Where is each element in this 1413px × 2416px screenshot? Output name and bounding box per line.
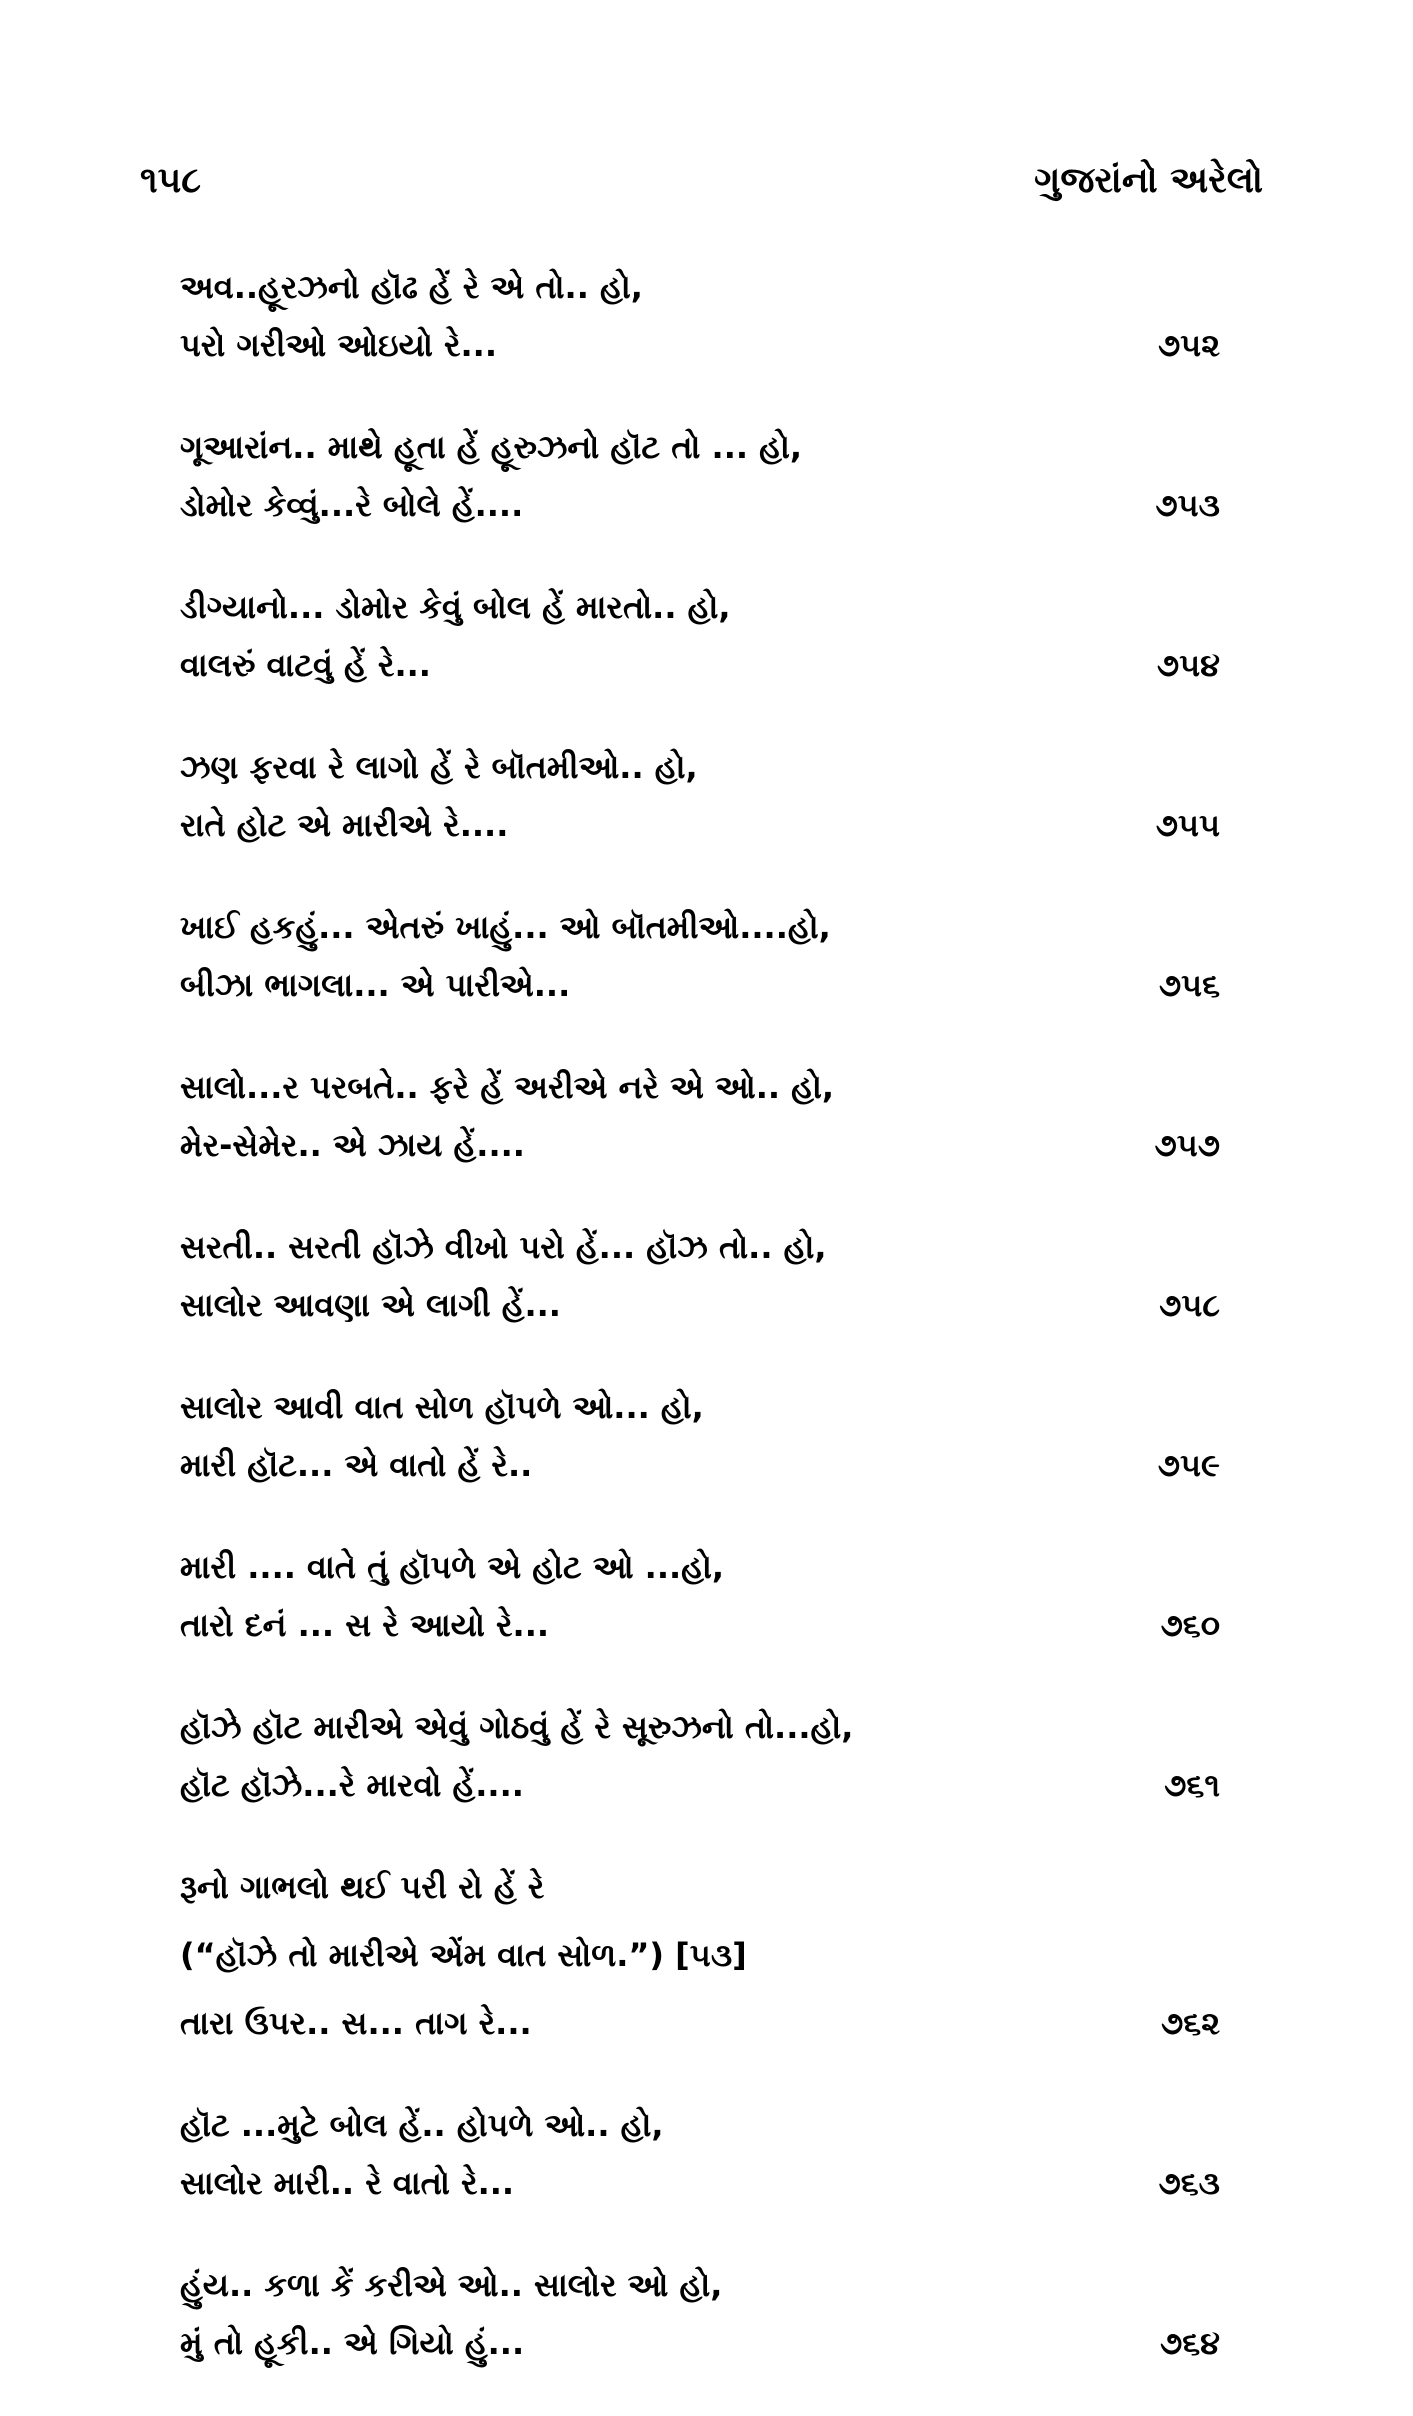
- verse-line: તારા ઉપર.. સ... તાગ રે...: [180, 2004, 532, 2042]
- stanza: [180, 2096, 1220, 2212]
- stanza: [180, 258, 1220, 374]
- stanza: [180, 578, 1220, 694]
- stanza: [180, 2256, 1220, 2372]
- verse-line: સાલોર આવણા એ લાગી હેં...: [180, 1286, 561, 1324]
- stanza: [180, 738, 1220, 854]
- verse-number: ૭૫૩: [1155, 486, 1220, 524]
- verse-line: ઝણ ફરવા રે લાગો હેં રે બૉતમીઓ.. હો,: [180, 748, 698, 786]
- verse-line: સાલોર આવી વાત સોળ હૉપળે ઓ... હો,: [180, 1388, 704, 1426]
- verse-number: ૭૬૪: [1159, 2324, 1220, 2362]
- verse-number: ૭૬૨: [1161, 2004, 1220, 2042]
- running-title: ગુજરાંનો અરેલો: [1034, 160, 1263, 201]
- stanza: [180, 898, 1220, 1014]
- stanza: [180, 1994, 1220, 2052]
- verse-number: ૭૫૫: [1155, 806, 1220, 844]
- verse-line: બીઝા ભાગલા... એ પારીએ...: [180, 966, 571, 1004]
- verse-line: હૉટ ...મુટે બોલ હેં.. હોપળે ઓ.. હો,: [180, 2106, 664, 2144]
- verse-number: ૭૫૮: [1159, 1286, 1220, 1324]
- verse-note: (“હૉઝે તો મારીએ એંમ વાત સોળ.”) [૫૩]: [180, 1936, 747, 1974]
- stanza: [180, 418, 1220, 534]
- verse-line: રાતે હોટ એ મારીએ રે....: [180, 806, 509, 844]
- stanza: [180, 1378, 1220, 1494]
- stanza: [180, 1538, 1220, 1654]
- verse-line: હૉઝે હૉટ મારીએ એવું ગોઠવું હેં રે સૂરુઝનો તો...હો,: [180, 1708, 854, 1746]
- verse-line: સાલો...ર પરબતે.. ફરે હેં અરીએ નરે એ ઓ.. હો,: [180, 1068, 835, 1106]
- page-number: ૧૫૮: [140, 160, 202, 201]
- page-header: [140, 160, 1263, 210]
- verse-line: મેર-સેમેર.. એ ઝાય હેં....: [180, 1126, 525, 1164]
- verse-line: મારી .... વાતે તું હૉપળે એ હોટ ઓ ...હો,: [180, 1548, 725, 1586]
- verse-number: ૭૫૯: [1157, 1446, 1220, 1484]
- verse-line: ખાઈ હકહું... એતરું ખાહું... ઓ બૉતમીઓ....હો,: [180, 908, 831, 946]
- verse-line: હુંય.. કળા કેં કરીએ ઓ.. સાલોર ઓ હો,: [180, 2266, 723, 2304]
- verse-number: ૭૬૧: [1164, 1766, 1220, 1804]
- verse-line: મું તો હૂકી.. એ ગિયો હું...: [180, 2324, 525, 2362]
- verse-number: ૭૫૨: [1157, 326, 1220, 364]
- verse-number: ૭૫૪: [1156, 646, 1220, 684]
- verse-line: રૂનો ગાભલો થઈ પરી રો હેં રે: [180, 1868, 545, 1906]
- verse-line: તારો દનં ... સ રે આયો રે...: [180, 1606, 550, 1644]
- stanza: [180, 1858, 1220, 1916]
- verse-number: ૭૫૬: [1158, 966, 1220, 1004]
- verse-line: હૉટ હૉઝે...રે મારવો હેં....: [180, 1766, 524, 1804]
- stanza: [180, 1218, 1220, 1334]
- verse-number: ૭૫૭: [1154, 1126, 1220, 1164]
- verse-line: વાલરું વાટવું હેં રે...: [180, 646, 431, 684]
- verse-line: સાલોર મારી.. રે વાતો રે...: [180, 2164, 515, 2202]
- verse-line: અવ..હૂરઝનો હૉઢ હેં રે એ તો.. હો,: [180, 268, 643, 306]
- verse-line: ડોમોર કેવ્વું...રે બોલે હેં....: [180, 486, 524, 524]
- verse-line: સરતી.. સરતી હૉઝે વીખો પરો હેં... હૉઝ તો.. હો,: [180, 1228, 827, 1266]
- verse-line: ગૂઆરાંન.. માથે હૂતા હેં હૂરુઝનો હૉટ તો ... હો,: [180, 428, 803, 466]
- stanza: [180, 1698, 1220, 1814]
- verse-line: પરો ગરીઓ ઓઇયો રે...: [180, 326, 497, 364]
- verse-line: ડીગ્યાનો... ડોમોર કેવું બોલ હેં મારતો.. હો,: [180, 588, 731, 626]
- verse-number: ૭૬૩: [1158, 2164, 1220, 2202]
- stanza: [180, 1926, 1220, 1984]
- verse-line: મારી હૉટ... એ વાતો હેં રે..: [180, 1446, 533, 1484]
- stanza: [180, 1058, 1220, 1174]
- verse-list: [180, 258, 1220, 2416]
- verse-number: ૭૬૦: [1160, 1606, 1220, 1644]
